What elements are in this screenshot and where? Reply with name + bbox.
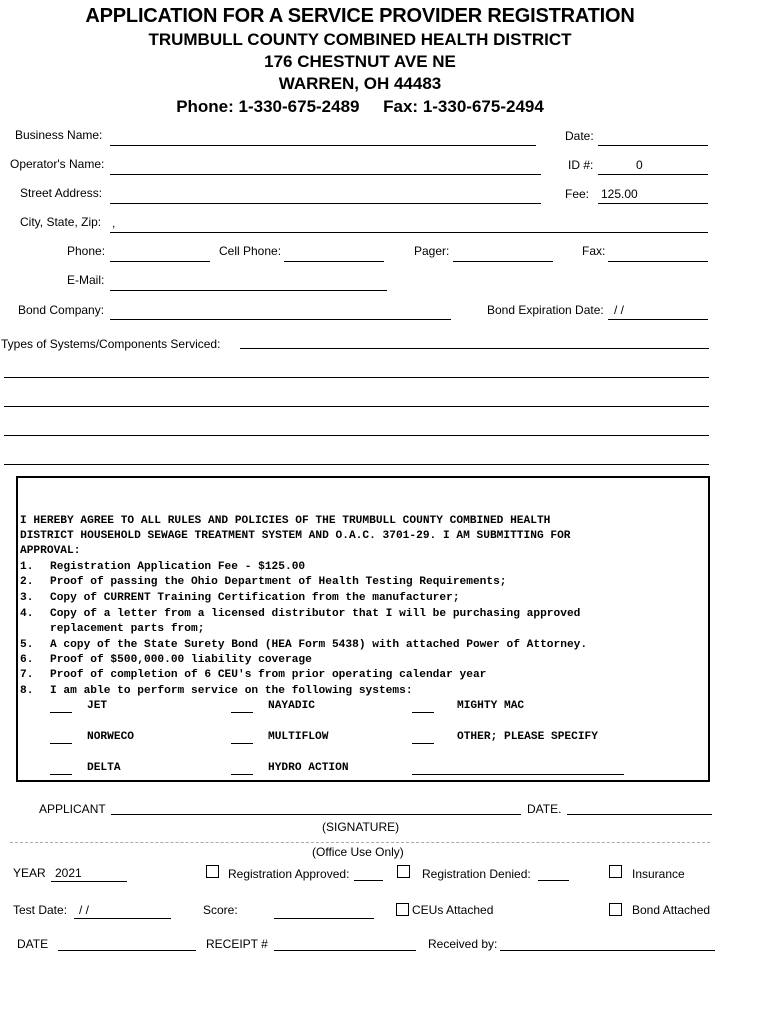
contact-line — [0, 97, 720, 117]
form-title: APPLICATION FOR A SERVICE PROVIDER REGISTRATION — [85, 5, 635, 27]
requirement-item: Proof of completion of 6 CEU's from prior operating calendar year — [50, 669, 487, 681]
email-field[interactable] — [110, 290, 387, 291]
test-date-value: / / — [79, 903, 90, 917]
city-state-zip-value: , — [112, 216, 116, 230]
test-date-label: Test Date: — [13, 903, 68, 917]
cell-phone-field[interactable] — [284, 261, 384, 262]
bond-attached-label: Bond Attached — [632, 903, 711, 917]
requirement-number: 2. — [20, 576, 34, 588]
street-address-field[interactable] — [110, 203, 541, 204]
system-check-line[interactable] — [50, 712, 72, 713]
system-other: OTHER; PLEASE SPECIFY — [457, 731, 598, 743]
fax-field[interactable] — [608, 261, 708, 262]
types-serviced-line[interactable] — [4, 377, 709, 378]
agency-fax: Fax: 1-330-675-2494 — [383, 97, 544, 116]
received-by-label: Received by: — [428, 937, 498, 951]
year-value: 2021 — [55, 866, 82, 880]
requirement-number: 1. — [20, 561, 34, 573]
types-serviced-label: Types of Systems/Components Serviced: — [1, 337, 221, 351]
receipt-label: RECEIPT # — [206, 937, 268, 951]
signature-caption: (SIGNATURE) — [322, 820, 400, 834]
received-by-field[interactable] — [500, 950, 715, 951]
system-check-line[interactable] — [50, 774, 72, 775]
office-date-label: DATE — [17, 937, 49, 951]
system-nayadic: NAYADIC — [268, 700, 315, 712]
street-address-label: Street Address: — [20, 186, 103, 200]
date-label: Date: — [565, 129, 594, 143]
fee-label: Fee: — [565, 187, 590, 201]
requirement-number: 6. — [20, 654, 34, 666]
system-jet: JET — [87, 700, 108, 712]
bond-expiration-value: / / — [614, 303, 625, 317]
requirement-item: Copy of a letter from a licensed distributor that I will be purchasing approved — [50, 608, 581, 620]
bond-company-field[interactable] — [110, 319, 451, 320]
requirement-item: A copy of the State Surety Bond (HEA Form 5438) with attached Power of Attorney. — [50, 639, 588, 651]
registration-approved-label: Registration Approved: — [228, 867, 350, 881]
business-name-field[interactable] — [110, 145, 536, 146]
office-divider — [10, 842, 710, 843]
office-date-field[interactable] — [58, 950, 196, 951]
ceus-attached-label: CEUs Attached — [412, 903, 494, 917]
id-value: 0 — [636, 158, 643, 172]
fee-value: 125.00 — [601, 187, 638, 201]
types-serviced-line[interactable] — [4, 406, 709, 407]
bond-attached-checkbox[interactable] — [609, 903, 622, 916]
system-norweco: NORWECO — [87, 731, 134, 743]
operator-name-field[interactable] — [110, 174, 541, 175]
registration-denied-checkbox[interactable] — [397, 865, 410, 878]
phone-field[interactable] — [110, 261, 210, 262]
requirement-number: 4. — [20, 608, 34, 620]
agency-name: TRUMBULL COUNTY COMBINED HEALTH DISTRICT — [148, 30, 572, 49]
score-field[interactable] — [274, 918, 374, 919]
year-label: YEAR — [13, 866, 46, 880]
system-mighty-mac: MIGHTY MAC — [457, 700, 525, 712]
system-check-line[interactable] — [231, 774, 253, 775]
insurance-checkbox[interactable] — [609, 865, 622, 878]
system-hydro-action: HYDRO ACTION — [268, 762, 349, 774]
year-field[interactable] — [51, 881, 127, 882]
registration-denied-field[interactable] — [538, 880, 569, 881]
requirement-item: Proof of $500,000.00 liability coverage — [50, 654, 312, 666]
registration-denied-label: Registration Denied: — [422, 867, 531, 881]
system-check-line[interactable] — [231, 712, 253, 713]
ceus-attached-checkbox[interactable] — [396, 903, 409, 916]
agreement-intro: I HEREBY AGREE TO ALL RULES AND POLICIES OF THE TRUMBULL COUNTY COMBINED HEALTH — [20, 515, 551, 527]
id-label: ID #: — [568, 158, 594, 172]
pager-label: Pager: — [414, 244, 450, 258]
signature-date-field[interactable] — [567, 814, 712, 815]
system-check-line[interactable] — [50, 743, 72, 744]
system-multiflow: MULTIFLOW — [268, 731, 329, 743]
fee-field[interactable] — [598, 203, 708, 204]
email-label: E-Mail: — [67, 273, 105, 287]
system-check-line[interactable] — [231, 743, 253, 744]
address-line-2: WARREN, OH 44483 — [278, 74, 442, 93]
types-serviced-line[interactable] — [4, 435, 709, 436]
insurance-label: Insurance — [632, 867, 685, 881]
office-use-only-label: (Office Use Only) — [312, 845, 404, 859]
operator-name-label: Operator's Name: — [10, 157, 105, 171]
phone-label: Phone: — [67, 244, 106, 258]
requirement-number: 3. — [20, 592, 34, 604]
city-state-zip-field[interactable] — [110, 232, 708, 233]
requirement-number: 5. — [20, 639, 34, 651]
bond-expiration-label: Bond Expiration Date: — [487, 303, 604, 317]
applicant-signature-field[interactable] — [111, 814, 521, 815]
bond-company-label: Bond Company: — [18, 303, 105, 317]
registration-approved-checkbox[interactable] — [206, 865, 219, 878]
system-delta: DELTA — [87, 762, 121, 774]
registration-approved-field[interactable] — [354, 880, 383, 881]
signature-date-label: DATE. — [527, 802, 562, 816]
requirement-number: 7. — [20, 669, 34, 681]
system-check-line[interactable] — [412, 743, 434, 744]
requirement-item: Registration Application Fee - $125.00 — [50, 561, 306, 573]
system-check-line[interactable] — [412, 712, 434, 713]
city-state-zip-label: City, State, Zip: — [20, 215, 102, 229]
test-date-field[interactable] — [74, 918, 171, 919]
agreement-intro: DISTRICT HOUSEHOLD SEWAGE TREATMENT SYSTEM AND O.A.C. 3701-29. I AM SUBMITTING FOR — [20, 530, 571, 542]
applicant-label: APPLICANT — [39, 802, 106, 816]
cell-phone-label: Cell Phone: — [219, 244, 282, 258]
business-name-label: Business Name: — [15, 128, 103, 142]
bond-expiration-field[interactable] — [608, 319, 708, 320]
agreement-intro: APPROVAL: — [20, 545, 81, 557]
pager-field[interactable] — [453, 261, 553, 262]
types-serviced-field[interactable] — [240, 348, 709, 349]
date-field[interactable] — [598, 145, 708, 146]
requirement-number: 8. — [20, 685, 34, 697]
requirement-item: Copy of CURRENT Training Certification from the manufacturer; — [50, 592, 460, 604]
requirement-item: I am able to perform service on the following systems: — [50, 685, 413, 697]
agency-phone: Phone: 1-330-675-2489 — [176, 97, 360, 116]
types-serviced-line[interactable] — [4, 464, 709, 465]
requirement-item: Proof of passing the Ohio Department of Health Testing Requirements; — [50, 576, 507, 588]
fax-label: Fax: — [582, 244, 606, 258]
other-specify-field[interactable] — [412, 774, 624, 775]
address-line-1: 176 CHESTNUT AVE NE — [264, 52, 456, 71]
id-field[interactable] — [598, 174, 708, 175]
receipt-field[interactable] — [274, 950, 416, 951]
requirement-item: replacement parts from; — [50, 623, 205, 635]
score-label: Score: — [203, 903, 238, 917]
